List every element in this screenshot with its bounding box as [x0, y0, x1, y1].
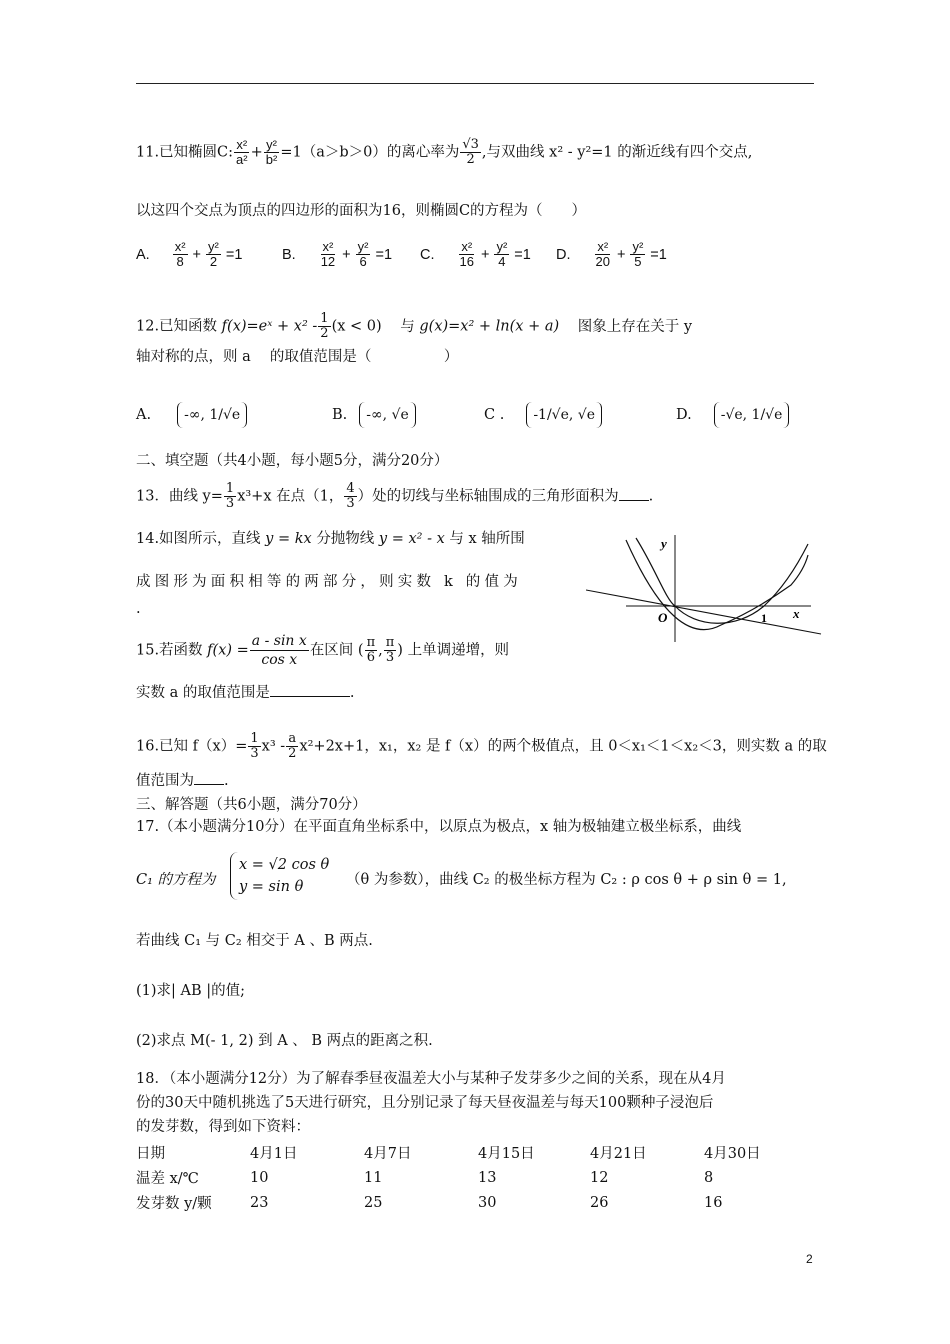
- table-cell: 4月1日: [250, 1146, 298, 1162]
- question-14: 14.如图所示，直线 y = kx 分抛物线 y = x² - x 与 x 轴所围: [136, 531, 525, 547]
- table-cell: 日期: [136, 1146, 165, 1162]
- q14-line2: 成图形为面积相等的两部分，则实数 k 的值为: [136, 574, 522, 590]
- question-13: 13．曲线 y= $\frac{1}{3}$ x³+x 在点（1， $\frac{4}{3}$ ）处的切线与坐标轴围成的三角形面积为 .: [136, 481, 654, 511]
- q17-param-text: （θ 为参数），曲线 C₂ 的极坐标方程为 C₂ : ρ cos θ + ρ sin θ = 1,: [346, 872, 787, 888]
- header-rule: [136, 83, 814, 84]
- table-cell: 8: [704, 1169, 714, 1186]
- q11-fraction-x: $\frac{\text{x²}}{\text{a²}}$: [236, 137, 248, 167]
- q14-parabola-eq: y = x² - x: [378, 531, 445, 547]
- question-11: 11.已知椭圆C: $\frac{\text{x²}}{\text{a²}}$ + $\frac{\text{y²}}{\text{b²}}$ =1（a＞b＞0）的离心率为 $\frac{√3}{2}$ ,与双曲线 x² - y²=1 的渐近线有四个交点,: [136, 137, 753, 167]
- parabola-curve: [626, 540, 808, 630]
- table-cell: 13: [478, 1169, 497, 1186]
- table-cell: 16: [704, 1194, 723, 1211]
- q12-text-c: 图象上存在关于 y: [577, 318, 693, 335]
- q17-parametric-system: x = √2 cos θ y = sin θ: [230, 852, 329, 900]
- table-cell: 4月21日: [590, 1146, 647, 1162]
- q18-line2: 份的30天中随机挑选了5天进行研究，且分别记录了每天昼夜温差与每天100颗种子浸泡后: [136, 1095, 714, 1111]
- q16-answer-blank[interactable]: [194, 784, 224, 785]
- table-cell: 11: [364, 1169, 383, 1186]
- q12-options: [136, 396, 816, 440]
- q12-option-d[interactable]: D. -√e, 1/√e: [676, 402, 789, 428]
- graph-one-label: 1: [761, 611, 767, 625]
- q17-line3: 若曲线 C₁ 与 C₂ 相交于 A 、B 两点.: [136, 933, 373, 949]
- q12-and: 与: [400, 318, 415, 335]
- q12-function-g: g(x)=x² + ln(x + a): [419, 318, 560, 335]
- table-cell: 12: [590, 1169, 609, 1186]
- parabola-graph: [586, 530, 826, 645]
- question-16: 16.已知 f（x）= $\frac{1}{3}$ x³ - $\frac{a}{2}$ x²+2x+1，x₁，x₂ 是 f（x）的两个极值点，且 0＜x₁＜1＜x₂＜3，则实数 a 的取: [136, 731, 827, 761]
- q11-option-d[interactable]: D. $\frac{\text{x²}}{20}$ + $\frac{\text{y²}}{5}$ =1: [556, 239, 667, 269]
- q11-text-c: ,与双曲线 x² - y²=1 的渐近线有四个交点,: [481, 144, 753, 161]
- q11-fraction-y: $\frac{\text{y²}}{\text{b²}}$: [265, 137, 278, 167]
- q15-answer-blank[interactable]: [270, 696, 350, 697]
- q17-part1: (1)求| AB |的值;: [136, 983, 246, 999]
- q14-line-eq: y = kx: [265, 531, 312, 547]
- question-12: [136, 312, 816, 341]
- q11-line2: 以这四个交点为顶点的四边形的面积为16，则椭圆C的方程为（ ）: [136, 203, 587, 219]
- q11-option-c[interactable]: C. $\frac{\text{x²}}{16}$ + $\frac{\text{y²}}{4}$ =1: [420, 239, 531, 269]
- graph-x-label: x: [793, 606, 800, 621]
- table-row: [136, 1140, 804, 1165]
- q17-line1: 17.（本小题满分10分）在平面直角坐标系中，以原点为极点，x 轴为极轴建立极坐标系，曲线: [136, 819, 742, 835]
- q17-line2: C₁ 的方程为 x = √2 cos θ y = sin θ （θ 为参数），曲线 C₂ 的极坐标方程为 C₂ : ρ cos θ + ρ sin θ = 1,: [136, 852, 816, 908]
- table-cell: 30: [478, 1194, 497, 1211]
- q18-data-table: [136, 1140, 804, 1215]
- q18-line1: 18．（本小题满分12分）为了解春季昼夜温差大小与某种子发芽多少之间的关系，现在从4月: [136, 1071, 726, 1087]
- q12-half: $\frac{1}{2}$: [320, 311, 329, 341]
- q12-line2: 轴对称的点，则 a 的取值范围是（ ）: [136, 349, 459, 365]
- line-y-kx: [586, 590, 821, 634]
- q11-option-a[interactable]: A. $\frac{\text{x²}}{8}$ + $\frac{\text{y²}}{2}$ =1: [136, 239, 243, 269]
- q15-line2: 实数 a 的取值范围是 .: [136, 685, 355, 701]
- table-row: [136, 1165, 804, 1190]
- table-cell: 25: [364, 1194, 383, 1211]
- section-3-heading: 三、解答题（共6小题，满分70分）: [136, 797, 367, 813]
- q11-eccentricity: $\frac{√3}{2}$: [462, 137, 479, 167]
- q11-option-b[interactable]: B. $\frac{\text{x²}}{12}$ + $\frac{\text{y²}}{6}$ =1: [282, 239, 393, 269]
- table-cell: 10: [250, 1169, 269, 1186]
- q13-answer-blank[interactable]: [619, 500, 649, 501]
- table-row: [136, 1190, 804, 1215]
- q18-line3: 的发芽数，得到如下资料：: [136, 1119, 310, 1135]
- q12-option-a[interactable]: A. -∞, 1/√e: [136, 402, 247, 428]
- q12-text: 12.已知函数: [136, 318, 218, 335]
- q17-part2: (2)求点 M(- 1, 2) 到 A 、 B 两点的距离之积.: [136, 1033, 433, 1049]
- graph-origin-label: O: [658, 610, 668, 625]
- table-cell: 4月30日: [704, 1146, 761, 1162]
- graph-y-label: y: [661, 536, 667, 551]
- table-cell: 23: [250, 1194, 269, 1211]
- q11-text-b: =1（a＞b＞0）的离心率为: [280, 144, 460, 161]
- q12-option-b[interactable]: B. -∞, √e: [332, 402, 416, 428]
- q12-option-c[interactable]: C . -1/√e, √e: [484, 402, 602, 428]
- question-15: 15.若函数 f(x) = $\frac{\text{a - sin x}}{\text{cos x}}$ 在区间 ( $\frac{\pi}{6}$ , $\frac{\pi}{3}$ ) 上单调递增，则: [136, 633, 510, 668]
- table-cell: 4月15日: [478, 1146, 535, 1162]
- q12-function-f: f(x)=eˣ + x² -: [221, 318, 318, 335]
- q12-condition: (x < 0): [331, 318, 382, 335]
- table-cell: 26: [590, 1194, 609, 1211]
- q16-line2: 值范围为 .: [136, 773, 229, 789]
- table-cell: 温差 x/℃: [136, 1171, 199, 1187]
- q11-text: 11.已知椭圆C:: [136, 144, 234, 161]
- q14-line3: .: [136, 601, 141, 617]
- page-number: 2: [806, 1252, 813, 1266]
- table-cell: 发芽数 y/颗: [136, 1196, 212, 1212]
- table-cell: 4月7日: [364, 1146, 412, 1162]
- section-2-heading: 二、填空题（共4小题，每小题5分，满分20分）: [136, 453, 449, 469]
